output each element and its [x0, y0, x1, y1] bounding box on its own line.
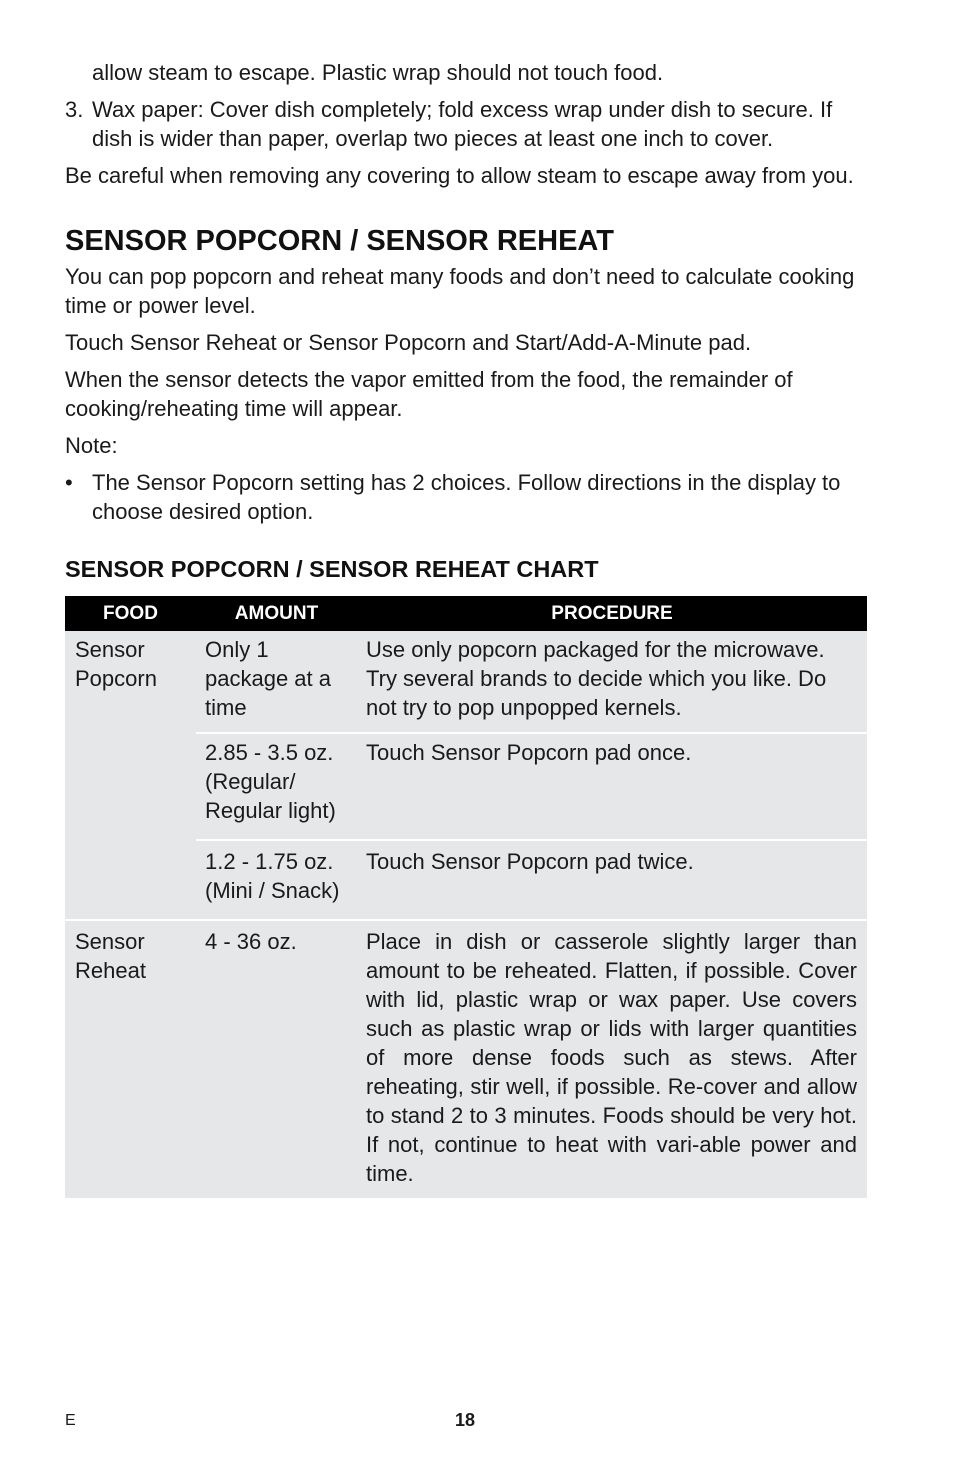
bullet-icon: • — [65, 470, 73, 495]
food-cell: Sensor Popcorn — [65, 631, 196, 920]
section-title: SENSOR POPCORN / SENSOR REHEAT — [65, 225, 614, 257]
procedure-cell: Touch Sensor Popcorn pad once. — [357, 733, 867, 840]
language-code: E — [65, 1412, 76, 1429]
bullet-text: The Sensor Popcorn setting has 2 choices. Follow directions in the display to choose desired option. — [92, 470, 841, 524]
section-paragraph-1: You can pop popcorn and reheat many foods and don’t need to calculate cooking time or power level. — [65, 264, 855, 318]
amount-cell: Only 1 package at a time — [196, 631, 357, 733]
item-number: 3. — [65, 97, 84, 122]
procedure-cell: Place in dish or casserole slightly larger than amount to be reheated. Flatten, if possible. Cover with lid, plastic wrap or wax paper. Use covers such as plastic wrap or lids with larger quantities of more dense foods such as stews. After reheating, stir well, if possible. Re-cover and allow to stand 2 to 3 minutes. Foods should be very hot. If not, continue to heat with vari-able power and time. — [357, 920, 867, 1198]
procedure-cell: Use only popcorn packaged for the microwave. Try several brands to decide which you like. Do not try to pop unpopped kernels. — [357, 631, 867, 733]
intro-continuation: allow steam to escape. Plastic wrap should not touch food. — [92, 60, 664, 85]
section-paragraph-2: Touch Sensor Reheat or Sensor Popcorn and Start/Add-A-Minute pad. — [65, 330, 752, 355]
note-bullet — [65, 468, 867, 526]
food-cell: Sensor Reheat — [65, 920, 196, 1198]
header-procedure: PROCEDURE — [357, 596, 867, 631]
amount-cell: 1.2 - 1.75 oz. (Mini / Snack) — [196, 840, 357, 920]
amount-cell: 2.85 - 3.5 oz. (Regular/ Regular light) — [196, 733, 357, 840]
header-amount: AMOUNT — [196, 596, 357, 631]
section-paragraph-3: When the sensor detects the vapor emitted from the food, the remainder of cooking/reheating time will appear. — [65, 367, 793, 421]
table-row — [65, 920, 867, 1198]
note-label: Note: — [65, 433, 118, 458]
page-number: 18 — [454, 1410, 476, 1430]
table-row — [65, 631, 867, 733]
manual-page — [65, 58, 867, 1198]
chart-title: SENSOR POPCORN / SENSOR REHEAT CHART — [65, 556, 599, 582]
amount-cell: 4 - 36 oz. — [196, 920, 357, 1198]
careful-paragraph: Be careful when removing any covering to allow steam to escape away from you. — [65, 163, 854, 188]
item-text: Wax paper: Cover dish completely; fold excess wrap under dish to secure. If dish is wider than paper, overlap two pieces at least one inch to cover. — [92, 97, 833, 151]
table-header-row — [65, 596, 867, 631]
sensor-chart-table — [65, 596, 867, 1198]
wax-paper-item — [65, 95, 867, 153]
header-food: FOOD — [65, 596, 196, 631]
procedure-cell: Touch Sensor Popcorn pad twice. — [357, 840, 867, 920]
